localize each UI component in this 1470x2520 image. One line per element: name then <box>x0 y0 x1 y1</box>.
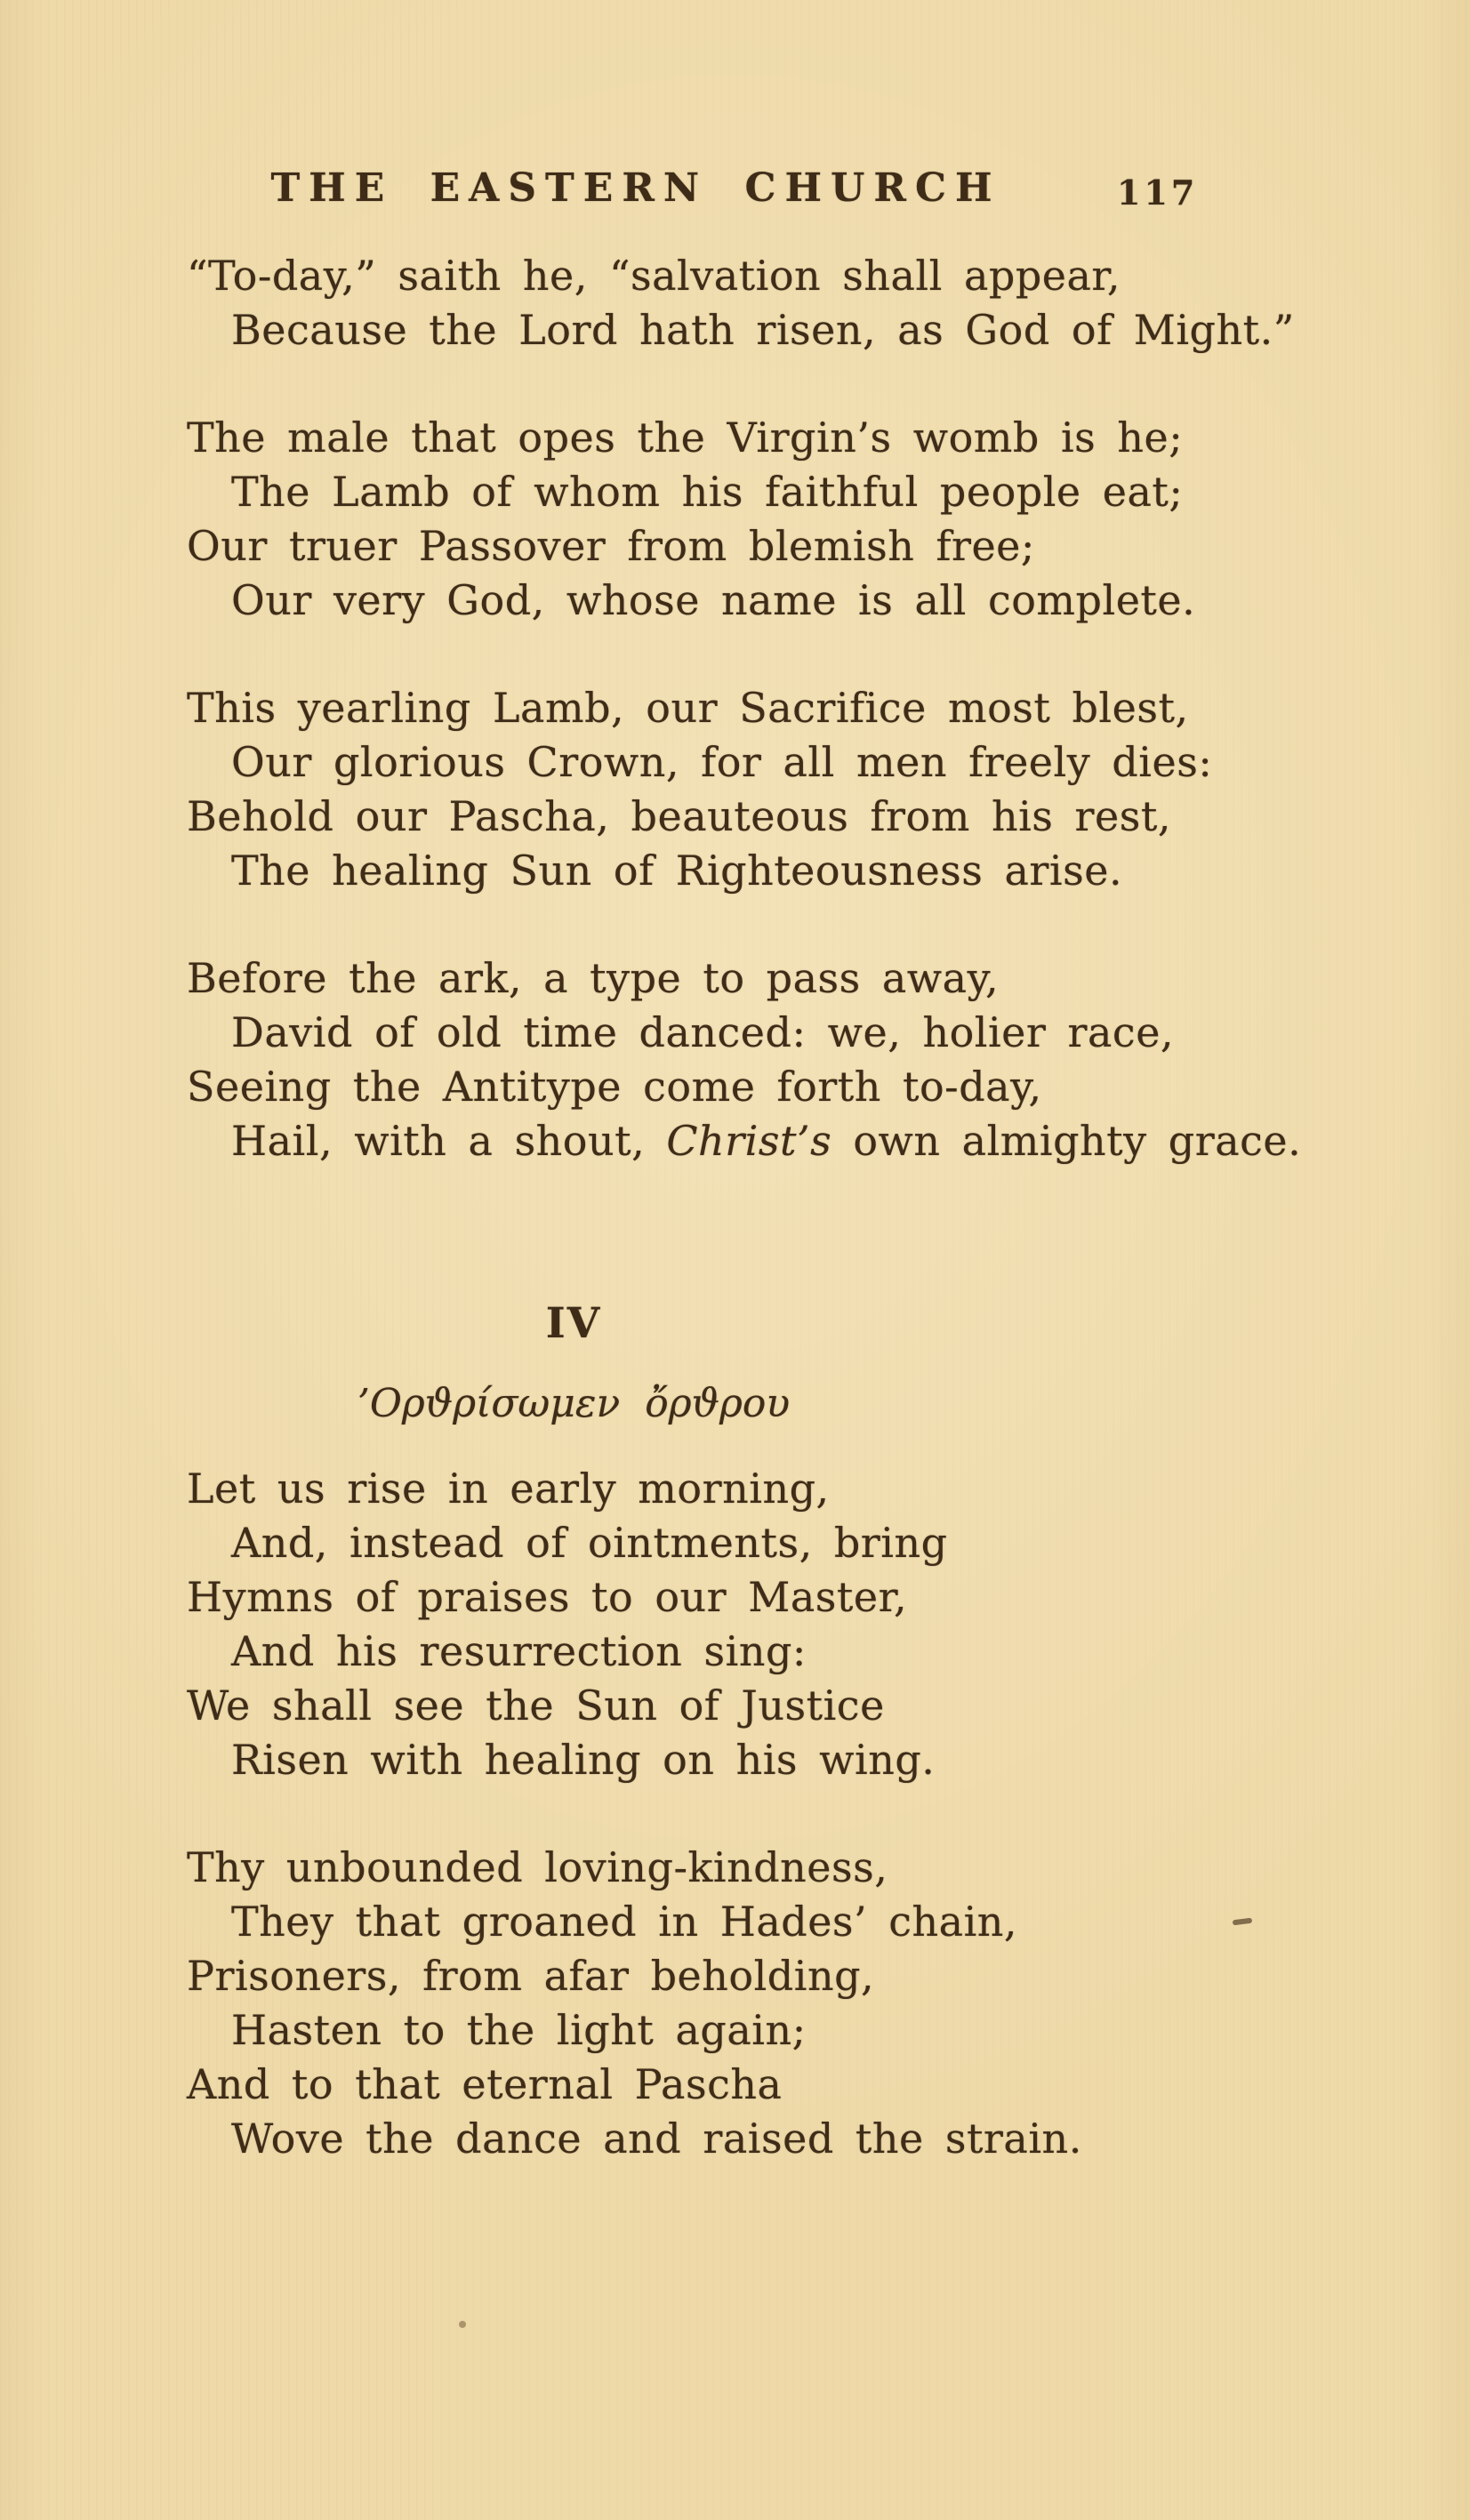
poem-line-segment: Seeing the Antitype come forth to-day, <box>187 1063 1042 1111</box>
stanza <box>187 1841 1378 2166</box>
stanza <box>187 411 1378 628</box>
poem-line <box>187 303 1378 357</box>
poem-line <box>187 1949 1378 2003</box>
stanza <box>187 951 1378 1168</box>
poem-line <box>187 1462 1378 1516</box>
running-header-title: THE EASTERN CHURCH <box>270 165 1001 211</box>
poem-line-segment: They that groaned in Hades’ chain, <box>231 1898 1018 1946</box>
poem-line <box>187 1006 1378 1060</box>
poem-line-italic-segment: Christ’s <box>666 1117 832 1165</box>
poem-line-segment: Our glorious Crown, for all men freely dies: <box>231 738 1213 786</box>
poem-line <box>187 951 1378 1006</box>
poem-line-segment: The male that opes the Virgin’s womb is he; <box>187 413 1184 461</box>
poem-line-segment: own almighty grace. <box>831 1117 1302 1165</box>
poem-line-segment: We shall see the Sun of Justice <box>187 1681 885 1729</box>
poem-line-segment: And his resurrection sing: <box>231 1627 807 1675</box>
poem-line-segment: Because the Lord hath risen, as God of Might.” <box>231 306 1295 354</box>
poem-line-segment: Hymns of praises to our Master, <box>187 1573 908 1621</box>
stanza <box>187 249 1378 357</box>
poem-line <box>187 1060 1378 1114</box>
poem-line <box>187 1114 1378 1168</box>
stanza <box>187 681 1378 898</box>
hymn-four-stanzas <box>187 1462 1378 2219</box>
poem-line <box>187 1516 1378 1570</box>
poem-line-segment: The healing Sun of Righteousness arise. <box>231 847 1123 895</box>
poem-line <box>187 1679 1378 1733</box>
poem-line <box>187 465 1378 519</box>
poem-line-segment: Our very God, whose name is all complete. <box>231 576 1196 624</box>
poem-line-segment: Behold our Pascha, beauteous from his rest, <box>187 792 1171 840</box>
poem-line <box>187 1841 1378 1895</box>
poem-line-segment: Prisoners, from afar beholding, <box>187 1952 875 2000</box>
poem-line-segment: This yearling Lamb, our Sacrifice most blest, <box>187 684 1189 732</box>
poem-line <box>187 411 1378 465</box>
poem-line <box>187 519 1378 574</box>
poem-line <box>187 681 1378 735</box>
hymn-three-stanzas <box>187 249 1378 1222</box>
poem-line <box>187 1733 1378 1787</box>
poem-line <box>187 1570 1378 1625</box>
stanza <box>187 1462 1378 1787</box>
poem-line-segment: The Lamb of whom his faithful people eat; <box>231 468 1184 516</box>
poem-line <box>187 1895 1378 1949</box>
poem-line-segment: And to that eternal Pascha <box>187 2060 783 2108</box>
poem-line <box>187 2003 1378 2058</box>
poem-line-segment: Before the ark, a type to pass away, <box>187 954 1000 1002</box>
poem-line <box>187 574 1378 628</box>
page-number: 117 <box>1117 173 1199 213</box>
poem-line <box>187 2112 1378 2166</box>
poem-line-segment: Risen with healing on his wing. <box>231 1736 936 1784</box>
poem-line-segment: Hasten to the light again; <box>231 2006 807 2054</box>
section-numeral: IV <box>545 1299 602 1348</box>
poem-line-segment: David of old time danced: we, holier race, <box>231 1008 1175 1056</box>
poem-line <box>187 2058 1378 2112</box>
poem-line-segment: “To-day,” saith he, “salvation shall appear, <box>187 252 1121 300</box>
poem-line <box>187 790 1378 844</box>
poem-line <box>187 735 1378 790</box>
poem-line-segment: Thy unbounded loving-kindness, <box>187 1843 888 1891</box>
poem-line-segment: Hail, with a shout, <box>231 1117 667 1165</box>
poem-line-segment: Our truer Passover from blemish free; <box>187 522 1035 570</box>
poem-line-segment: Let us rise in early morning, <box>187 1465 830 1513</box>
section-four-heading <box>187 1296 960 1431</box>
poem-line <box>187 1625 1378 1679</box>
poem-line-segment: Wove the dance and raised the strain. <box>231 2115 1082 2163</box>
poem-line <box>187 844 1378 898</box>
poem-line-segment: And, instead of ointments, bring <box>231 1519 948 1567</box>
greek-title: ’Ορϑρίσωμεν ὄρϑρου <box>357 1381 791 1426</box>
print-artifact-speck <box>459 2321 466 2328</box>
poem-line <box>187 249 1378 303</box>
